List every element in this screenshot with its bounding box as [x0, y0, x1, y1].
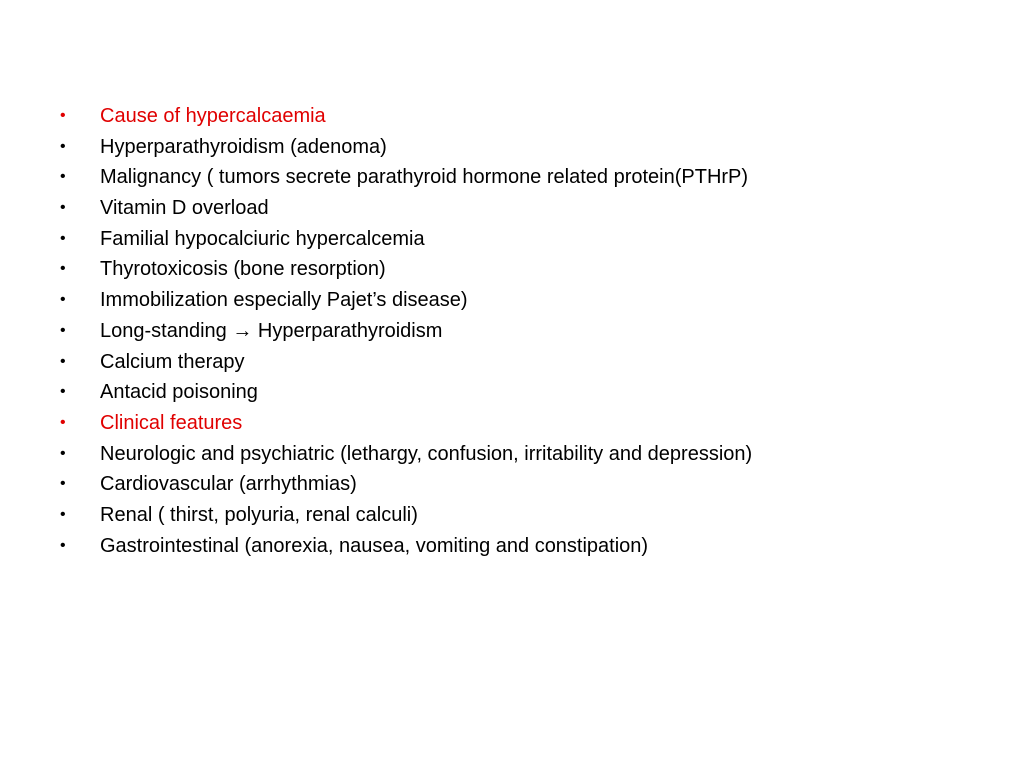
bullet-icon: • [60, 260, 66, 278]
bullet-item-clinical-features [55, 408, 995, 439]
bullet-icon: • [60, 413, 66, 431]
bullet-item-cause-of-hypercalcaemia [55, 101, 995, 132]
bullet-text: Renal ( thirst, polyuria, renal calculi) [100, 503, 418, 526]
bullet-text: Neurologic and psychiatric (lethargy, confusion, irritability and depression) [100, 442, 753, 465]
bullet-icon: • [60, 475, 66, 493]
bullet-text: Long-standing → Hyperparathyroidism [100, 319, 443, 342]
bullet-item-antacid-poisoning [55, 377, 995, 408]
bullet-icon: • [60, 536, 66, 554]
bullet-item-cardiovascular [55, 469, 995, 500]
bullet-item-immobilization [55, 285, 995, 316]
bullet-icon: • [60, 383, 66, 401]
bullet-item-hyperparathyroidism [55, 132, 995, 163]
bullet-icon: • [60, 229, 66, 247]
bullet-icon: • [60, 352, 66, 370]
bullet-item-renal [55, 500, 995, 531]
bullet-text: Calcium therapy [100, 350, 245, 373]
bullet-text: Gastrointestinal (anorexia, nausea, vomiting and constipation) [100, 534, 649, 557]
bullet-text: Cause of hypercalcaemia [100, 105, 326, 127]
bullet-icon: • [60, 444, 66, 462]
bullet-item-vitamin-d-overload [55, 193, 995, 224]
bullet-item-long-standing [55, 316, 995, 347]
bullet-text: Immobilization especially Pajet’s disease) [100, 289, 468, 312]
bullet-item-calcium-therapy [55, 347, 995, 378]
bullet-icon: • [60, 321, 66, 339]
bullet-icon: • [60, 168, 66, 186]
bullet-icon: • [60, 107, 66, 124]
bullet-text: Familial hypocalciuric hypercalcemia [100, 227, 425, 250]
bullet-icon: • [60, 137, 66, 155]
bullet-text: Malignancy ( tumors secrete parathyroid hormone related protein(PTHrP) [100, 166, 749, 189]
bullet-text: Hyperparathyroidism (adenoma) [100, 135, 387, 158]
bullet-text: Cardiovascular (arrhythmias) [100, 473, 357, 496]
bullet-text: Antacid poisoning [100, 381, 258, 404]
bullet-icon: • [60, 505, 66, 523]
bullet-icon: • [60, 199, 66, 217]
bullet-item-neurologic [55, 439, 995, 470]
bullet-list [55, 101, 995, 561]
bullet-item-familial-hypocalciuric [55, 224, 995, 255]
bullet-item-thyrotoxicosis [55, 254, 995, 285]
bullet-icon: • [60, 291, 66, 309]
bullet-text: Clinical features [100, 411, 243, 434]
bullet-item-malignancy [55, 162, 995, 193]
bullet-text: Vitamin D overload [100, 197, 269, 220]
bullet-item-gastrointestinal [55, 531, 995, 562]
bullet-text: Thyrotoxicosis (bone resorption) [100, 258, 386, 281]
